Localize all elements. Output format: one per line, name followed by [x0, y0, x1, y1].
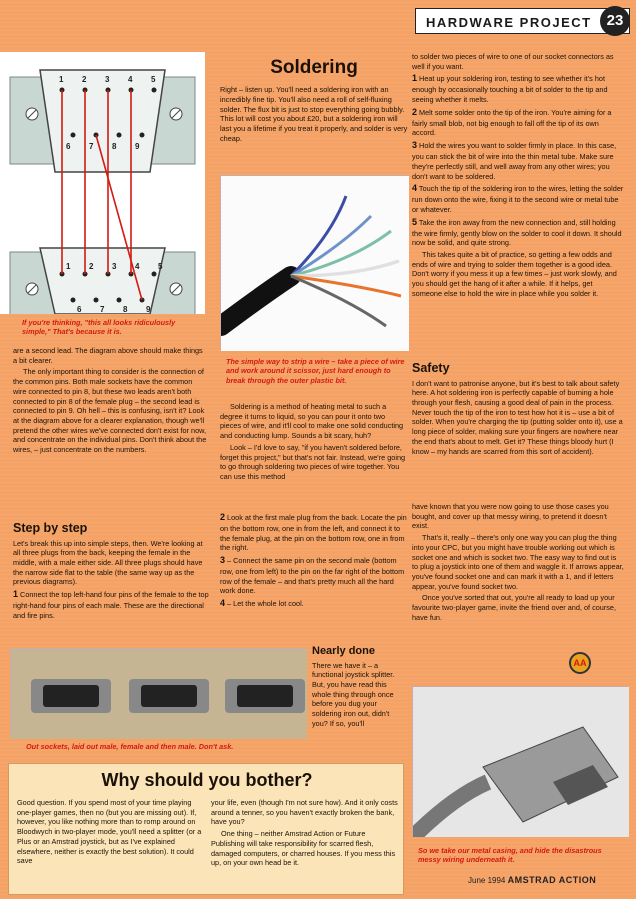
why-heading: Why should you bother? [101, 770, 313, 790]
pin-diagram [0, 52, 205, 314]
step-text: Heat up your soldering iron, testing to see whether it's hot enough by occasionally touching a bit of solder to the tip and seeing whether it melts. [412, 74, 608, 105]
pin-label: 9 [135, 142, 140, 151]
pin-diagram-svg [0, 52, 205, 314]
pin-label: 5 [151, 75, 156, 84]
step-text: – Connect the same pin on the second male (bottom row, one from left) to the pin on the far right of the bottom row of the female – and that's pretty much all the hard work done. [220, 556, 405, 596]
why-right-text [211, 798, 399, 870]
step-number: 2 [412, 106, 418, 117]
step-text: Melt some solder onto the tip of the iron. You're aiming for a fairly small blob, not big enough to fall off the tip of its own accord. [412, 107, 612, 138]
step-number: 5 [412, 216, 418, 227]
pin-label: 8 [112, 142, 117, 151]
step-text: Connect the top left-hand four pins of the female to the top right-hand four pins of each male. These are the directional and fire pins. [13, 590, 209, 620]
soldering-paragraph: Look – I'd love to say, "if you haven't soldered before, forget this project," but that's not fair. Instead, we're going to go through soldering two pieces of wire together. You can use this method [220, 442, 406, 481]
wire-caption: The simple way to strip a wire – take a piece of wire and work around it scissor, just hard enough to break through the outer plastic bit. [226, 357, 405, 385]
step-by-step-heading: Step by step [13, 521, 88, 535]
step-number: 3 [220, 555, 226, 566]
pin-label: 6 [66, 142, 71, 151]
diagram-caption: If you're thinking, "this all looks ridiculously simple," That's because it is. [22, 318, 176, 337]
step-number: 4 [220, 598, 226, 609]
left-column [13, 346, 207, 457]
page-footer [468, 875, 628, 887]
step-text: – Let the whole lot cool. [227, 599, 304, 609]
soldering-section [220, 55, 408, 145]
pin-label: 4 [135, 262, 140, 271]
left-paragraph: are a second lead. The diagram above should make things a bit clearer. [13, 346, 203, 365]
pin-label: 4 [128, 75, 133, 84]
step-number: 4 [412, 183, 418, 194]
pin-label: 2 [89, 262, 94, 271]
right-paragraph: Once you've sorted that out, you're all ready to load up your favourite two-player game, invite the friend over and, of course, have fun. [412, 593, 617, 622]
soldering-body [220, 402, 408, 484]
safety-heading: Safety [412, 361, 450, 375]
safety-body: I don't want to patronise anyone, but it's best to talk about safety here. A hot soldering iron is perfectly capable of burning a hole through your flesh, causing a good deal of pain in the process. Never touch the tip of the iron to test how hot it is – use a bit of solder. When you're charging the tip (putting solder onto it), use a long piece of solder, making sure your fingers are nowhere near the end that's about to melt. Get it? These things bloody hurt (I know – my hands are scarred from this sort of accident). [412, 378, 623, 456]
casing-caption: So we take our metal casing, and hide the disastrous messy wiring underneath it. [418, 846, 602, 865]
page-number: 23 [600, 6, 630, 36]
step-text: Touch the tip of the soldering iron to the wires, letting the solder run down onto the wire, fixing it to the second wire or metal tube or whatever. [412, 184, 624, 214]
nearly-done-section [312, 642, 406, 731]
wire-photo [220, 175, 408, 350]
right-paragraph: have known that you were now going to use those cases you bought, and cover up that messy wiring, to pretend it doesn't exist. [412, 502, 609, 531]
right-paragraph: This takes quite a bit of practice, so getting a few odds and ends of wire and trying to solder them together is a good idea. Don't worry if you mess it up a few times – just work slowly, and you should get the hang of it after a while. If it helps, get someone else to hold the wire in place while you solder it. [412, 249, 617, 298]
why-paragraph: One thing – neither Amstrad Action or Future Publishing will take responsibility for scarred flesh, damaged computers, or charred houses. If you mess this up, on your own head be it. [211, 829, 396, 868]
why-left-text: Good question. If you spend most of your time playing one-player games, then no (but you are missing out). If, however, you like nothing more than to romp around on Bloodwych in two-player mode, you'll need a splitter (or a Plus or an Amstrad joystick, but as I've explained elsewhere, neither is exactly the best solution). It could save [17, 798, 202, 866]
end-mark-icon: AA [569, 652, 591, 674]
step-text: Take the iron away from the new connection and, still holding the wire firmly, gently blow on the solder to cool it down. It should now be solid, and quite strong. [412, 217, 622, 248]
nearly-done-body: There we have it – a functional joystick splitter. But, you have read this whole thing through once before you dug your soldering iron out, didn't you? If so, you'll [312, 660, 395, 728]
step-text: Hold the wires you want to solder firmly in place. In this case, you can stick the bit of wire into the thin metal tube. Make sure they're perfectly still, and well away from any other wires; you don't want to be soldered. [412, 141, 617, 181]
footer-magazine: AMSTRAD ACTION [507, 875, 597, 885]
middle-steps [220, 512, 410, 612]
step-text: Look at the first male plug from the back. Locate the pin on the bottom row, one in from the left, and connect it to the female plug, at the pin on the bottom row, one in from the right. [220, 513, 407, 553]
pin-label: 1 [59, 75, 64, 84]
pin-label: 7 [100, 305, 105, 314]
left-paragraph: The only important thing to consider is the connection of the common pins. Both male sockets have the common wire connected to pin 8, but these two leads aren't both connected to pin 8 of the female plug – the second lead is connected to pin 9. Oh hell – this is confusing, isn't it? Look at the diagram above for a clearer explanation, though we'll pretend the other wires we've connected don't exist for now, and concentrate on the individual pins. Don't think about the wires, – just concentrate on the numbers. [13, 367, 207, 455]
soldering-heading: Soldering [270, 57, 358, 78]
casing-illustration [413, 687, 629, 837]
right-bottom-text [412, 502, 624, 624]
soldering-intro: Right – listen up. You'll need a soldering iron with an incredibly fine tip. You'll also need a roll of self-fluxing solder. The flux bit is just to stop everything going bubbly. This lot will cost you about £20, but a soldering iron will last you a lifetime if you treat it properly, and solder is very cheap. [220, 85, 408, 143]
sockets-photo [10, 648, 306, 738]
section-title: HARDWARE PROJECT [426, 15, 592, 30]
pin-label: 3 [112, 262, 117, 271]
section-header [415, 8, 630, 34]
step-by-step-section [13, 518, 209, 623]
step-number: 3 [412, 140, 418, 151]
step-number: 2 [220, 512, 226, 522]
pin-label: 8 [123, 305, 128, 314]
casing-photo [412, 686, 628, 836]
pin-label: 9 [146, 305, 151, 314]
pin-label: 7 [89, 142, 94, 151]
right-paragraph: to solder two pieces of wire to one of our socket connectors as well if you want. [412, 52, 614, 71]
pin-label: 6 [77, 305, 82, 314]
pin-label: 2 [82, 75, 87, 84]
safety-section [412, 358, 624, 458]
step-number: 1 [13, 589, 19, 600]
nearly-done-heading: Nearly done [312, 645, 375, 657]
pin-label: 1 [66, 262, 71, 271]
why-paragraph: your life, even (though I'm not sure how). And it only costs around a tenner, so you haven't exactly broken the bank, have you? [211, 798, 398, 827]
right-column [412, 52, 624, 301]
why-box [8, 763, 404, 895]
footer-date: June 1994 [468, 876, 506, 885]
left-paragraph: Let's break this up into simple steps, then. We're looking at all three plugs from the back, keeping the female in the middle, with a male either side. All three plugs should have the narrow side flat to the table (the same way up as the previous diagrams). [13, 538, 203, 587]
pin-label: 3 [105, 75, 110, 84]
right-paragraph: That's it, really – there's only one way you can plug the thing into your CPC, but you might have trouble working out which is socket one and which is socket two. The easy way to find out is to plug a joystick into one of them and waggle it. If arrows appear, you've found socket one and can mark it with a 1, and if letters appear, you've found socket two. [412, 533, 624, 591]
sockets-illustration [11, 649, 307, 739]
wire-illustration [221, 176, 409, 351]
soldering-paragraph: Soldering is a method of heating metal to such a degree it turns to liquid, so you can pour it onto two pieces of wire, and it'll cool to make one solid conducting and conducting lump. Sounds a bit scary, huh? [220, 402, 404, 441]
sockets-caption: Out sockets, laid out male, female and then male. Don't ask. [26, 742, 234, 751]
step-number: 1 [412, 73, 418, 84]
pin-label: 5 [158, 262, 163, 271]
